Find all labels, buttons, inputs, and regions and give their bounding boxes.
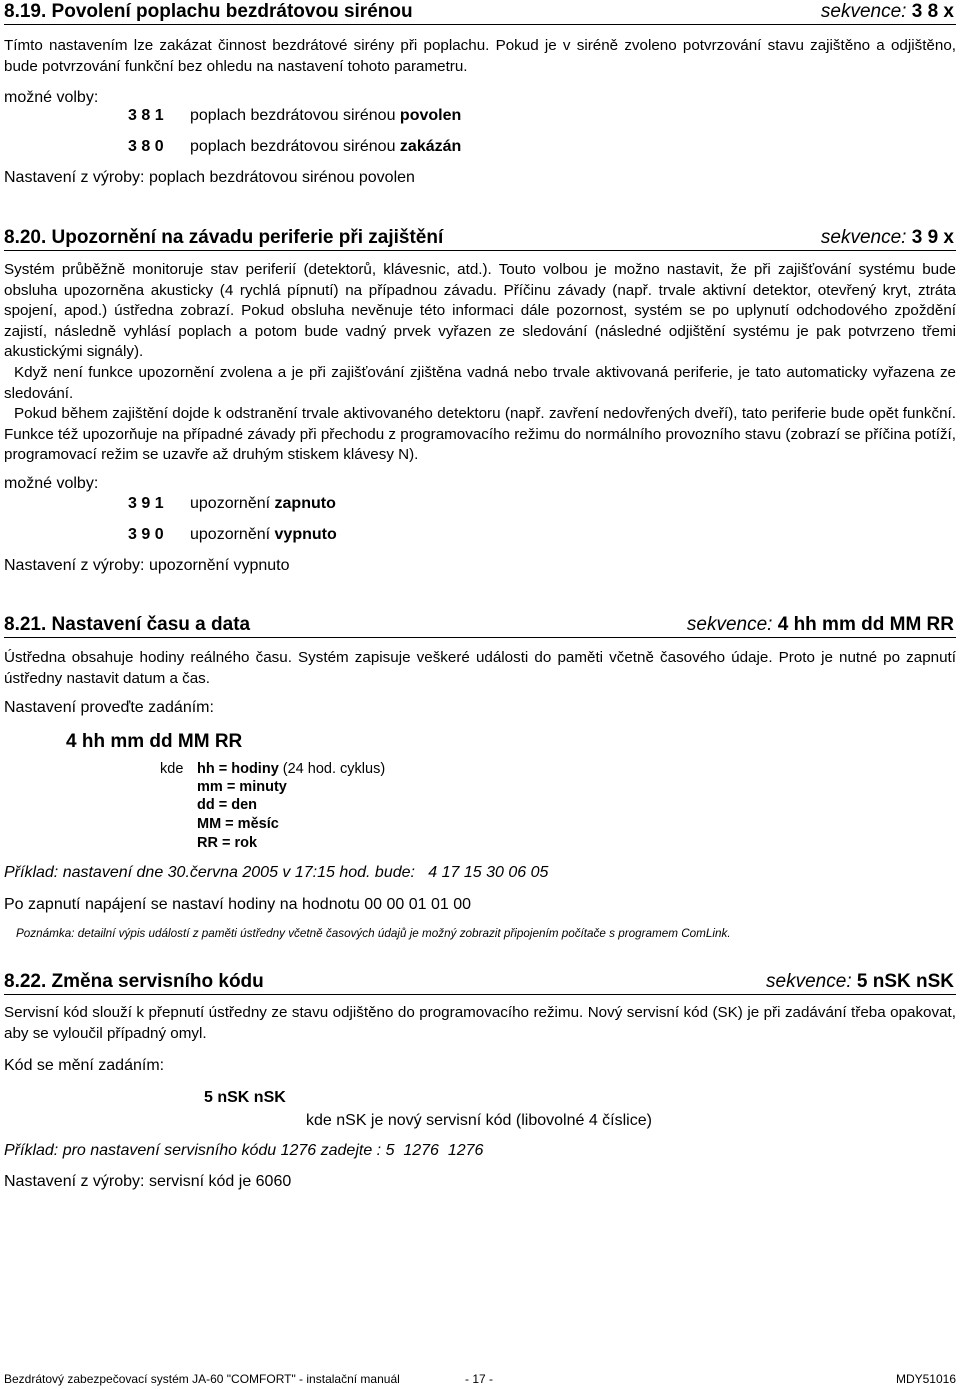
legend-minutes: mm = minuty [197, 779, 287, 795]
factory-default: Nastavení z výroby: servisní kód je 6060 [4, 1173, 292, 1190]
section-title: 8.19. Povolení poplachu bezdrátovou sirénou [4, 1, 413, 22]
section-title: 8.20. Upozornění na závadu periferie při zajištění [4, 227, 444, 248]
entry-label: Nastavení proveďte zadáním: [4, 699, 214, 716]
section-8-20-paragraph-3: Pokud během zajištění dojde k odstranění trvale aktivovaného detektoru (např. zavření nedovřených dveří), tato periferie bude opět funkční. Funkce též upozorňuje na případné závady při přechodu z programovacího režimu do normálního provozního stavu (zobrazí se příčina potíží, programovací režim se uzavře až druhým stiskem klávesy N). [4, 405, 956, 463]
section-8-20-description: Systém průběžně monitoruje stav periferií (detektorů, klávesnic, atd.). Touto volbou je možno nastavit, že při zajišťování systému bude obsluha upozorněna akusticky (4 rychlá pípnutí) na případnou závadu. Příčinu závady (např. trvale aktivní detektor, otevřený kryt, ztráta spojení, apod.) ústředna zobrazí. Pokud obsluha nevěnuje této informaci dále pozornost, systém se po uplynutí odchodového zpoždění zajistí, následně vyhlásí poplach a potom bude vadný prvek vyřazen ze sledování (následné odjištění systému je pak potvrzeno třemi akustickými signály). [4, 261, 956, 360]
section-title: 8.22. Změna servisního kódu [4, 971, 264, 992]
entry-code: 4 hh mm dd MM RR [66, 731, 243, 752]
time-example: Příklad: nastavení dne 30.června 2005 v 17:15 hod. bude: 4 17 15 30 06 05 [4, 864, 549, 881]
section-8-21-header [4, 613, 956, 638]
option-code: 3 9 0 [128, 526, 164, 543]
entry-code: 5 nSK nSK [204, 1089, 286, 1106]
factory-default: Nastavení z výroby: upozornění vypnuto [4, 557, 290, 574]
options-label: možné volby: [4, 89, 99, 106]
sequence-label: sekvence: 3 8 x [820, 1, 954, 22]
option-text: poplach bezdrátovou sirénou zakázán [190, 138, 462, 155]
note: Poznámka: detailní výpis událostí z paměti ústředny včetně časových údajů je možný zobrazit připojením počítače s programem ComLink. [16, 927, 731, 940]
section-8-21-description: Ústředna obsahuje hodiny reálného času. Systém zapisuje veškeré události do paměti včetně časového údaje. Proto je nutné po zapnutí ústředny nastavit datum a čas. [4, 649, 956, 687]
sequence-label: sekvence: 5 nSK nSK [766, 971, 954, 992]
legend-month: MM = měsíc [197, 816, 279, 832]
section-8-20-header [4, 226, 956, 251]
manual-page [4, 0, 956, 1389]
code-legend: kde nSK je nový servisní kód (libovolné 4 číslice) [306, 1112, 652, 1129]
section-8-20-paragraph-2: Když není funkce upozornění zvolena a je při zajišťování zjištěna vadná nebo trvale aktivovaná periferie, je tato automaticky vyřazena ze sledování. [4, 364, 956, 402]
legend-day: dd = den [197, 797, 258, 813]
section-8-19-description: Tímto nastavením lze zakázat činnost bezdrátové sirény při poplachu. Pokud je v siréně zvoleno potvrzování stavu zajištěno a odjištěno, bude potvrzování funkční bez ohledu na nastavení tohoto parametru. [4, 37, 956, 75]
option-text: upozornění zapnuto [190, 495, 336, 512]
power-on-default: Po zapnutí napájení se nastaví hodiny na hodnotu 00 00 01 01 00 [4, 896, 472, 913]
option-code: 3 8 1 [128, 107, 164, 124]
entry-label: Kód se mění zadáním: [4, 1057, 165, 1074]
section-8-19-header [4, 0, 956, 25]
section-8-22-header [4, 970, 956, 995]
section-title: 8.21. Nastavení času a data [4, 614, 251, 635]
sequence-label: sekvence: 3 9 x [820, 227, 954, 248]
legend-year: RR = rok [197, 835, 258, 851]
legend-kde: kde [160, 761, 184, 777]
option-code: 3 8 0 [128, 138, 164, 155]
factory-default: Nastavení z výroby: poplach bezdrátovou sirénou povolen [4, 169, 415, 186]
option-text: poplach bezdrátovou sirénou povolen [190, 107, 462, 124]
legend-hours: hh = hodiny (24 hod. cyklus) [197, 761, 386, 777]
sequence-label: sekvence: 4 hh mm dd MM RR [686, 614, 954, 635]
page-number: - 17 - [465, 1372, 494, 1386]
options-label: možné volby: [4, 475, 99, 492]
option-text: upozornění vypnuto [190, 526, 337, 543]
footer-title: Bezdrátový zabezpečovací systém JA-60 "COMFORT" - instalační manuál [4, 1372, 400, 1386]
section-8-22-description: Servisní kód slouží k přepnutí ústředny ze stavu odjištěno do programovacího režimu. Nový servisní kód (SK) je při zadávání třeba opakovat, aby se vyloučil případný omyl. [4, 1004, 956, 1042]
code-example: Příklad: pro nastavení servisního kódu 1276 zadejte : 5 1276 1276 [4, 1142, 484, 1159]
option-code: 3 9 1 [128, 495, 164, 512]
document-code: MDY51016 [895, 1372, 956, 1386]
